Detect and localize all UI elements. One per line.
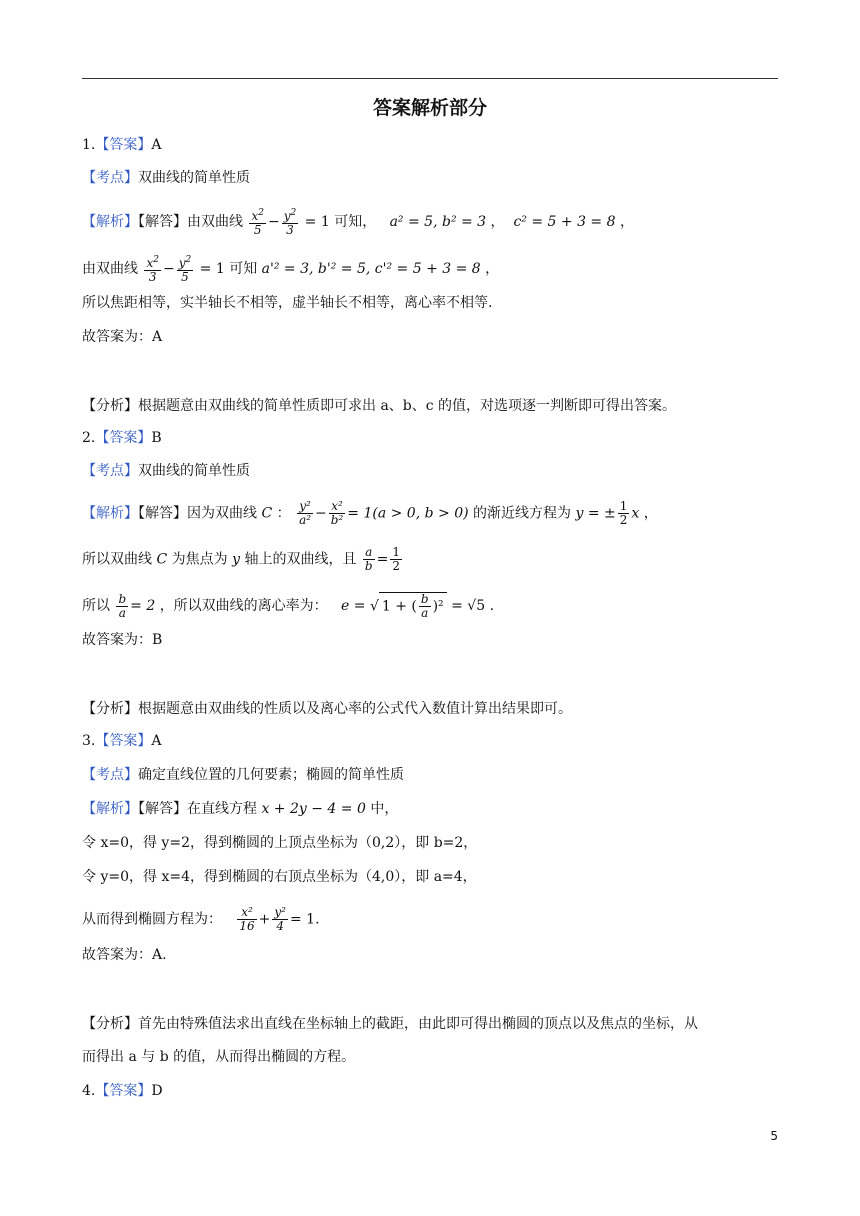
q2-end3: . (489, 598, 495, 614)
q1-kaodian: 双曲线的简单性质 (138, 170, 250, 186)
q2-frac-x2b2: $\frac{\text{x²}}{\text{b²}}$ (330, 499, 344, 527)
q1-comma1: ， (490, 214, 505, 230)
q1-kezhi2: 可知 (229, 261, 258, 277)
q3-jiexi-line (82, 799, 398, 819)
q3-ell-frac-y: $\frac{\text{y²}}{4}$ (274, 905, 286, 933)
q1-answer-line (82, 135, 161, 155)
q2-sqrt: √ 1 + ( $\frac{b}{a}$ )² (370, 592, 447, 620)
q1-fenxi-tag: 【分析】 (82, 398, 138, 414)
q2-line3 (82, 592, 494, 620)
q3-line4: 从而得到椭圆方程为： $\frac{\text{x²}}{16}$ + $\frac{\text{y²}}{4}$ = 1. (82, 905, 320, 933)
q2-ab-frac: $\frac{a}{b}$ (364, 545, 373, 573)
q2-line3-a: 所以 (82, 598, 110, 614)
q1-vals2: a'² = 3, b'² = 5, c'² = 5 + 3 = 8 (261, 261, 481, 277)
q4-number: 4. (82, 1083, 96, 1099)
q3-ell-rhs: = 1 (289, 911, 316, 928)
q2-line2-y: y (232, 551, 240, 568)
q2-line2-a: 所以双曲线 (82, 551, 152, 568)
q1-eq2-frac-x: $\frac{x^2}{3}$ (146, 255, 159, 284)
q3-kaodian: 确定直线位置的几何要素；椭圆的简单性质 (138, 767, 404, 783)
q1-answer: A (151, 137, 162, 153)
q3-line3: 令 y=0，得 x=4，得到椭圆的右顶点坐标为（4,0），即 a=4， (82, 869, 477, 885)
q3-kaodian-line (82, 765, 404, 785)
q1-eq1-frac-x: $\frac{x^2}{5}$ (251, 208, 264, 237)
q2-jiexi-tag: 【解析】 (82, 505, 138, 522)
q3-line4-a: 从而得到椭圆方程为： (82, 911, 222, 928)
q3-fenxi-tag: 【分析】 (82, 1016, 138, 1032)
q2-cond: = 1(a > 0, b > 0) (347, 505, 469, 522)
q3-zhong: 中， (370, 801, 399, 817)
q1-jieda: 【解答】由双曲线 (138, 214, 243, 230)
q3-number: 3. (82, 733, 96, 749)
q3-answer-tag: 【答案】 (95, 733, 152, 749)
q2-end1: ， (643, 505, 658, 522)
q1-eq1-frac-y: $\frac{y^2}{3}$ (283, 208, 297, 237)
q2-number: 2. (82, 430, 96, 446)
q3-fenxi-line (82, 1014, 698, 1034)
q3-jieda: 【解答】在直线方程 (138, 801, 257, 817)
q3-ell-frac-x: $\frac{\text{x²}}{16}$ (239, 905, 255, 933)
q2-ba-val: = 2 (130, 598, 156, 614)
q2-line4: 故答案为：B (82, 632, 163, 648)
q1-c1: c² = 5 + 3 = 8 (513, 214, 616, 230)
q2-frac-y2a2: $\frac{\text{y²}}{\text{a²}}$ (299, 499, 312, 527)
q1-kaodian-line (82, 168, 250, 188)
q4-answer-tag: 【答案】 (95, 1083, 152, 1099)
q3-answer: A (151, 733, 162, 749)
q2-line2-b: 为焦点为 (171, 551, 228, 568)
q2-answer-line (82, 428, 162, 448)
q3-line2: 令 x=0，得 y=2，得到椭圆的上顶点坐标为（0,2），即 b=2， (82, 835, 478, 851)
q2-line2-C: C (156, 551, 168, 568)
q3-fenxi-line2: 而得出 a 与 b 的值，从而得出椭圆的方程。 (82, 1049, 356, 1065)
q2-jieda: 【解答】因为双曲线 (138, 505, 257, 522)
q2-line2 (82, 546, 404, 573)
q2-asym-x: x (631, 505, 640, 522)
q1-eq2-rhs: = 1 (199, 261, 225, 277)
q2-fenxi-tag: 【分析】 (82, 701, 138, 717)
q1-eq2-frac-y: $\frac{y^2}{5}$ (178, 255, 192, 284)
q1-end2: ， (485, 261, 500, 277)
q1-end1: ， (619, 214, 634, 230)
q1-vals1: a² = 5, b² = 3 (389, 214, 487, 230)
q1-line2: 由双曲线 $\frac{x^2}{3}$ − $\frac{y^2}{5}$ = 1 可知 a'² = 3, b'² = 5, c'² = 5 + 3 = 8 ， (82, 255, 500, 284)
q2-e-lhs: e = (341, 598, 366, 614)
q1-kezhi: 可知， (334, 214, 377, 230)
q2-kaodian-line (82, 461, 250, 481)
q3-kaodian-tag: 【考点】 (82, 767, 138, 783)
q2-fenxi-line (82, 699, 572, 719)
header-rule (82, 78, 778, 79)
q3-answer-line (82, 731, 161, 751)
q2-asym-lhs: y = ± (575, 505, 616, 522)
q2-asym-text: 的渐近线方程为 (473, 505, 572, 522)
q2-line3-b: ，所以双曲线的离心率为： (159, 598, 328, 614)
q4-answer-line (82, 1081, 163, 1101)
q2-kaodian-tag: 【考点】 (82, 463, 138, 479)
q2-ab-val: $\frac{1}{2}$ (392, 545, 400, 573)
page-title: 答案解析部分 (372, 97, 487, 119)
q3-line-eq: x + 2y − 4 = 0 (261, 801, 366, 817)
q3-jiexi-tag: 【解析】 (82, 801, 138, 817)
q2-colon: ： (276, 505, 291, 522)
q3-fenxi-1: 首先由特殊值法求出直线在坐标轴上的截距，由此即可得出椭圆的顶点以及焦点的坐标，从 (138, 1016, 698, 1032)
q2-jiexi-line: 【解析】【解答】因为双曲线 C ： $\frac{\text{y²}}{\text{a²}}$ − $\frac{\text{x²}}{\text{b²}}$ = 1(a > 0, b > 0) 的渐近线方程为 y = ± $\frac{1}{2}$ x ， (82, 499, 658, 527)
q1-kaodian-tag: 【考点】 (82, 170, 138, 186)
q2-fenxi: 根据题意由双曲线的性质以及离心率的公式代入数值计算出结果即可。 (138, 701, 572, 717)
q1-jiexi-tag: 【解析】 (82, 214, 138, 230)
q1-line3: 所以焦距相等，实半轴长不相等，虚半轴长不相等，离心率不相等. (82, 295, 493, 311)
q2-kaodian: 双曲线的简单性质 (138, 463, 250, 479)
q2-answer-tag: 【答案】 (95, 430, 152, 446)
q2-ab-eq: = (376, 551, 389, 568)
q3-line5: 故答案为：A. (82, 947, 167, 963)
q1-line4: 故答案为：A (82, 329, 163, 345)
q1-number: 1. (82, 137, 96, 153)
q1-line2-prefix: 由双曲线 (82, 261, 138, 277)
q2-asym-frac: $\frac{1}{2}$ (619, 499, 628, 527)
q1-fenxi: 根据题意由双曲线的简单性质即可求出 a、b、c 的值，对选项逐一判断即可得出答案。 (138, 398, 677, 414)
q3-end4: . (315, 911, 320, 928)
q4-answer: D (151, 1083, 163, 1099)
q1-answer-tag: 【答案】 (95, 137, 152, 153)
q1-eq1-rhs: = 1 (304, 214, 330, 230)
q1-jiexi-line: 【解析】【解答】由双曲线 $\frac{x^2}{5}$ − $\frac{y^2}{3}$ = 1 可知， a² = 5, b² = 3 ， c² = 5 + 3 = 8 ， (82, 208, 634, 237)
q1-fenxi-line (82, 396, 676, 416)
q2-e-rhs: = √5 (451, 598, 486, 614)
q2-ba-frac: $\frac{b}{a}$ (118, 591, 127, 620)
q2-answer: B (151, 430, 162, 446)
q2-C: C (261, 505, 273, 522)
q2-line2-c: 轴上的双曲线，且 (244, 551, 357, 568)
page-number: 5 (770, 1129, 778, 1143)
